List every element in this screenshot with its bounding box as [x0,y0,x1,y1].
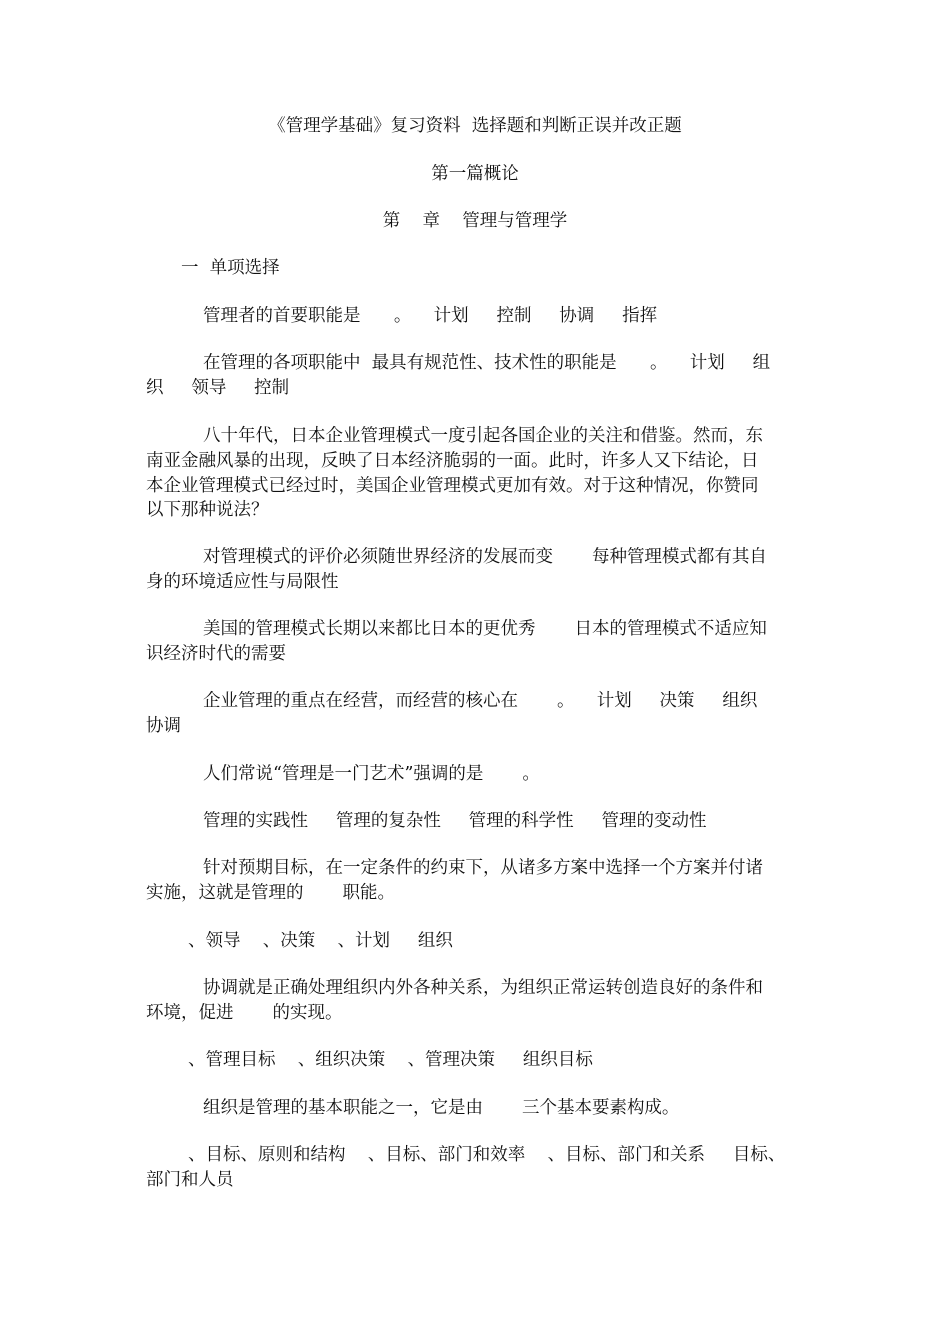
section-heading: 一 单项选择 [181,258,280,278]
option-line: 识经济时代的需要 [146,644,286,664]
option-line: 、领导 、决策 、计划 组织 [188,931,453,951]
question-line: 协调就是正确处理组织内外各种关系，为组织正常运转创造良好的条件和 [203,978,763,998]
chapter-heading: 第 章 管理与管理学 [382,211,568,231]
option-line: 部门和人员 [146,1170,234,1190]
option-line: 身的环境适应性与局限性 [146,572,339,592]
document-title: 《管理学基础》复习资料 选择题和判断正误并改正题 [268,116,682,136]
question-line: 在管理的各项职能中 最具有规范性、技术性的职能是 。 计划 组 [203,353,771,373]
question-line: 本企业管理模式已经过时，美国企业管理模式更加有效。对于这种情况，你赞同 [146,476,759,496]
question-line: 以下那种说法？ [146,500,269,520]
question-line: 八十年代，日本企业管理模式一度引起各国企业的关注和借鉴。然而，东 [203,426,763,446]
option-line: 、目标、原则和结构 、目标、部门和效率 、目标、部门和关系 目标、 [188,1145,786,1165]
question-line: 组织是管理的基本职能之一，它是由 三个基本要素构成。 [203,1098,680,1118]
option-line: 、管理目标 、组织决策 、管理决策 组织目标 [188,1050,593,1070]
question-line: 企业管理的重点在经营，而经营的核心在 。 计划 决策 组织 [203,691,758,711]
question-line: 协调 [146,716,181,736]
question-line: 针对预期目标，在一定条件的约束下，从诸多方案中选择一个方案并付诸 [203,858,763,878]
question-line: 织 领导 控制 [146,378,290,398]
part-heading: 第一篇概论 [431,164,519,184]
option-line: 管理的实践性 管理的复杂性 管理的科学性 管理的变动性 [203,811,707,831]
option-line: 美国的管理模式长期以来都比日本的更优秀 日本的管理模式不适应知 [203,619,767,639]
question-line: 南亚金融风暴的出现，反映了日本经济脆弱的一面。此时，许多人又下结论，日 [146,451,759,471]
question-line: 人们常说“管理是一门艺术”强调的是 。 [203,764,540,784]
option-line: 对管理模式的评价必须随世界经济的发展而变 每种管理模式都有其自 [203,547,767,567]
question-line: 实施，这就是管理的 职能。 [146,883,395,903]
question-line: 管理者的首要职能是 。 计划 控制 协调 指挥 [203,306,658,326]
question-line: 环境，促进 的实现。 [146,1003,343,1023]
